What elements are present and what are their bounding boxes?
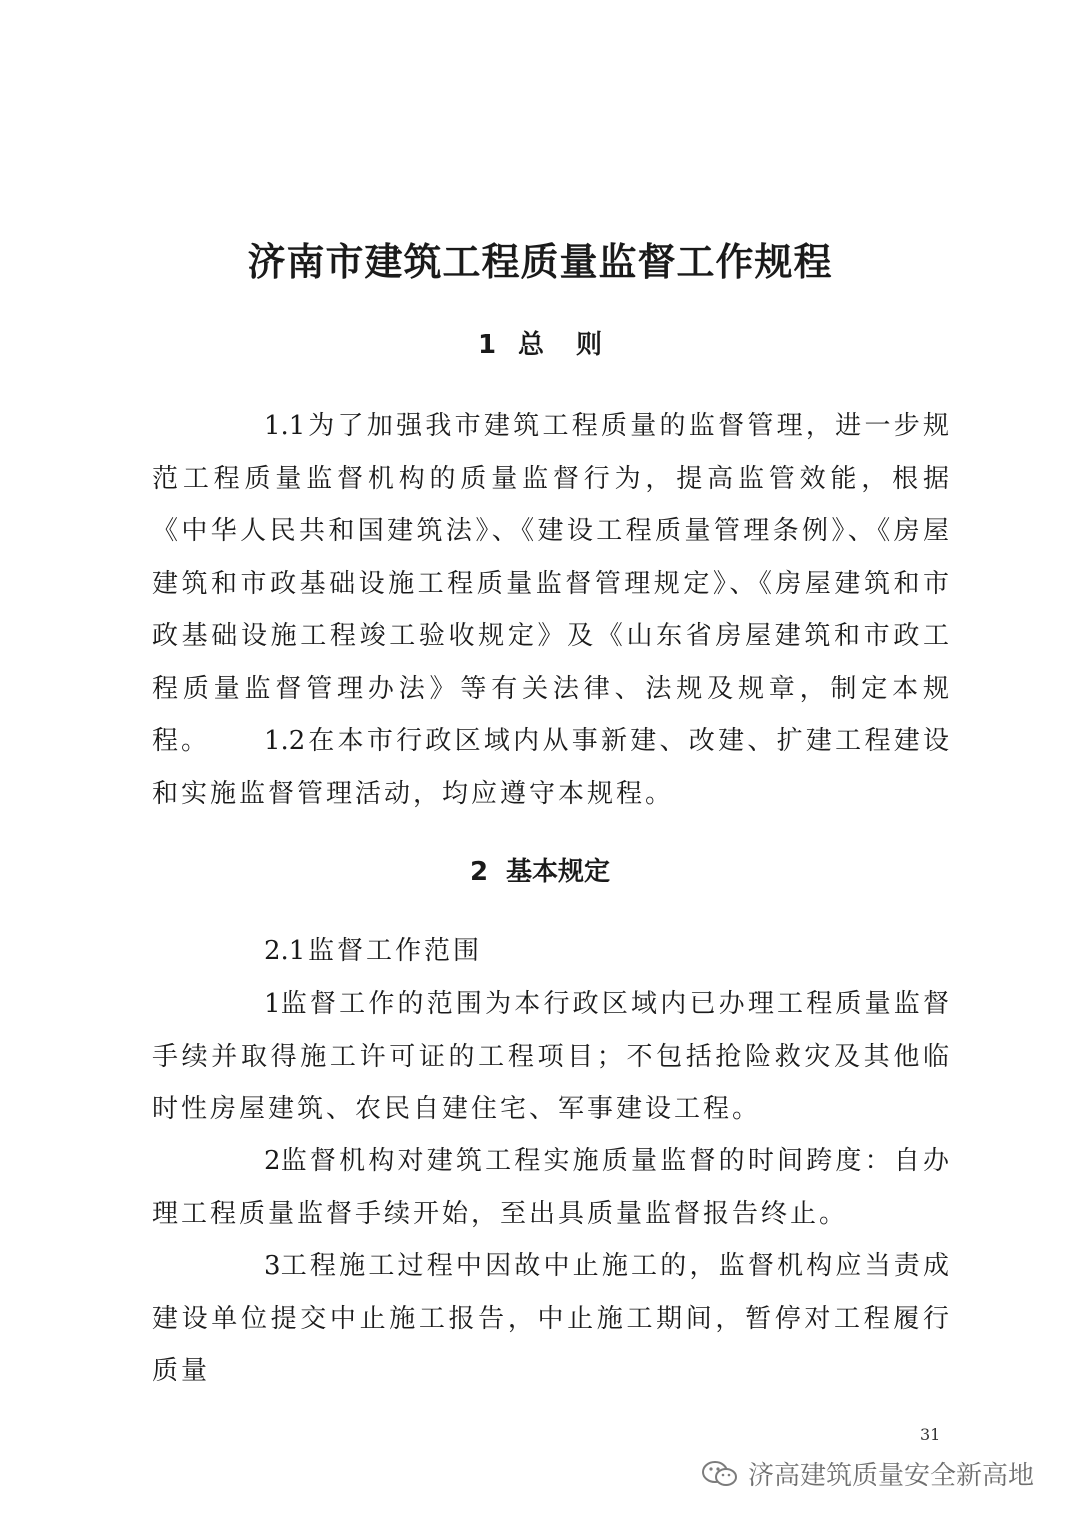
item-number: 1 bbox=[264, 989, 281, 1019]
clause-2-1 bbox=[152, 925, 952, 978]
clause-1-1 bbox=[152, 400, 952, 768]
clause-number: 1.1 bbox=[264, 411, 306, 441]
section-heading-2 bbox=[0, 852, 1080, 892]
clause-number: 1.2 bbox=[264, 726, 306, 756]
clause-number: 2.1 bbox=[264, 936, 306, 966]
section-heading-1 bbox=[0, 325, 1080, 365]
item-number: 3 bbox=[264, 1251, 281, 1281]
item-text: 监督机构对建筑工程实施质量监督的时间跨度：自办理工程质量监督手续开始，至出具质量监督报告终止。 bbox=[152, 1146, 952, 1229]
clause-text: 在本市行政区域内从事新建、改建、扩建工程建设和实施监督管理活动，均应遵守本规程。 bbox=[152, 726, 952, 809]
section-title-char: 总 bbox=[518, 330, 545, 360]
page-number: 31 bbox=[920, 1425, 941, 1444]
item-text: 工程施工过程中因故中止施工的，监督机构应当责成建设单位提交中止施工报告，中止施工期间，暂停对工程履行质量 bbox=[152, 1251, 952, 1386]
clause-1-2 bbox=[152, 715, 952, 820]
clause-item bbox=[152, 1240, 952, 1398]
section-title: 基本规定 bbox=[506, 857, 611, 887]
wechat-icon bbox=[700, 1459, 740, 1489]
clause-item bbox=[152, 1135, 952, 1240]
item-text: 监督工作的范围为本行政区域内已办理工程质量监督手续并取得施工许可证的工程项目；不包括抢险救灾及其他临时性房屋建筑、农民自建住宅、军事建设工程。 bbox=[152, 989, 952, 1124]
item-number: 2 bbox=[264, 1146, 281, 1176]
watermark-text: 济高建筑质量安全新高地 bbox=[748, 1461, 1035, 1491]
clause-text: 监督工作范围 bbox=[308, 936, 483, 966]
clause-item bbox=[152, 978, 952, 1136]
clause-text: 为了加强我市建筑工程质量的监督管理，进一步规范工程质量监督机构的质量监督行为，提高监管效能，根据《中华人民共和国建筑法》、《建设工程质量管理条例》、《房屋建筑和市政基础设施工程质量监督管理规定》、《房屋建筑和市政基础设施工程竣工验收规定》及《山东省房屋建筑和市政工程质量监督管理办法》等有关法律、法规及规章，制定本规程。 bbox=[152, 411, 952, 756]
watermark bbox=[700, 1455, 1034, 1492]
section-number: 1 bbox=[477, 330, 497, 360]
section-title-char: 则 bbox=[576, 330, 603, 360]
document-title: 济南市建筑工程质量监督工作规程 bbox=[247, 240, 833, 284]
section-number: 2 bbox=[469, 857, 489, 887]
